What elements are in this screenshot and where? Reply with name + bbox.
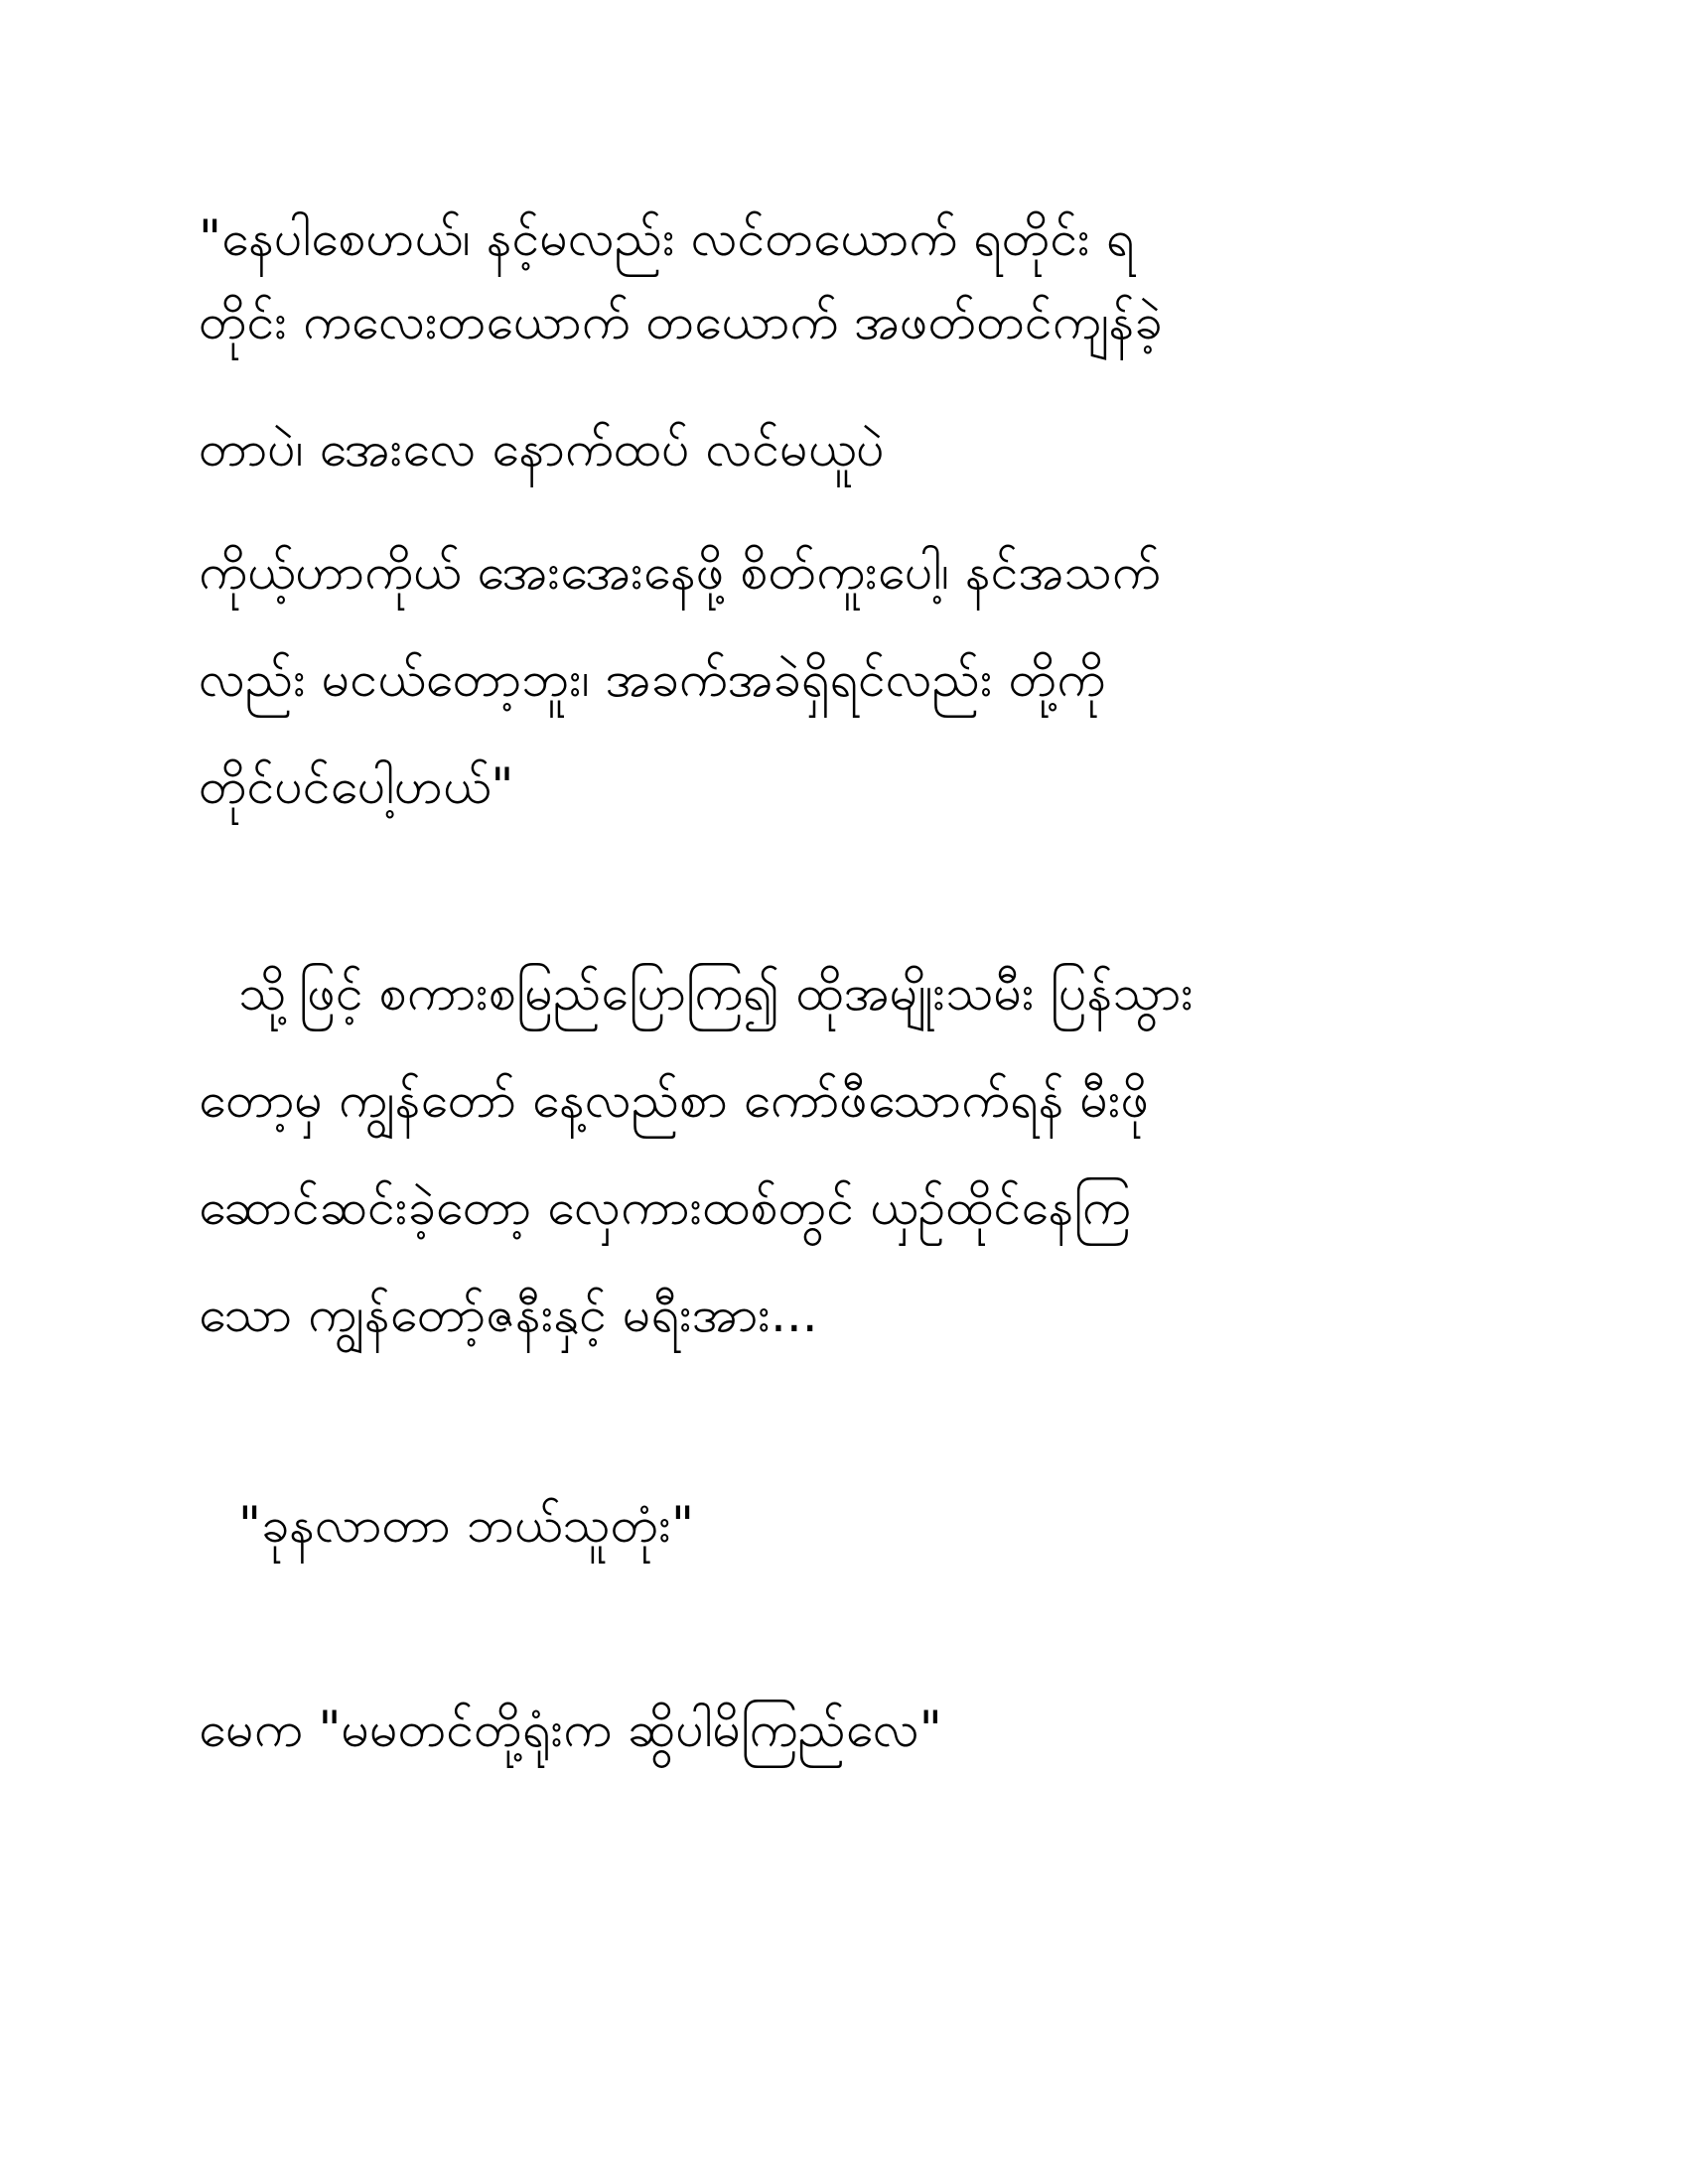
paragraph-3-line-2: တော့မှ ကျွန်တော် နေ့လည်စာ ကော်ဖီသောက်ရန် မီးဖို — [199, 1071, 1150, 1129]
paragraph-2-line-2: လည်း မငယ်တော့ဘူး၊ အခက်အခဲရှိရင်လည်း တို့ကို — [199, 650, 1106, 708]
paragraph-1-line-2: တိုင်း ကလေးတယောက် တယောက် အဖတ်တင်ကျန်ခဲ့ — [199, 293, 1163, 350]
paragraph-3-line-4: သော ကျွန်တော့်ဇနီးနှင့် မရီးအား... — [199, 1286, 818, 1343]
paragraph-2-line-1: ကိုယ့်ဟာကိုယ် အေးအေးနေဖို့ စိတ်ကူးပေါ့၊ နင်အသက် — [199, 543, 1161, 601]
paragraph-3-line-1: သို့ဖြင့် စကားစမြည်ပြောကြ၍ ထိုအမျိုးသမီး ပြန်သွား — [238, 964, 1194, 1022]
paragraph-3-line-3: ဆောင်ဆင်းခဲ့တော့ လှေကားထစ်တွင် ယှဉ်ထိုင်နေကြ — [199, 1178, 1131, 1236]
paragraph-2-line-3: တိုင်ပင်ပေါ့ဟယ်" — [199, 757, 514, 815]
paragraph-1-line-3: တာပဲ၊ အေးလေ နောက်ထပ် လင်မယူပဲ — [199, 420, 885, 478]
paragraph-5-line-1: မေက "မမတင်တို့ရုံးက ဆွိပါမိကြည်လေ" — [199, 1701, 942, 1758]
paragraph-1-line-1: "နေပါစေဟယ်၊ နင့်မလည်း လင်တယောက် ရတိုင်း ရ — [199, 209, 1135, 267]
paragraph-4-line-1: "ခုနလာတာ ဘယ်သူတုံး" — [238, 1496, 694, 1554]
